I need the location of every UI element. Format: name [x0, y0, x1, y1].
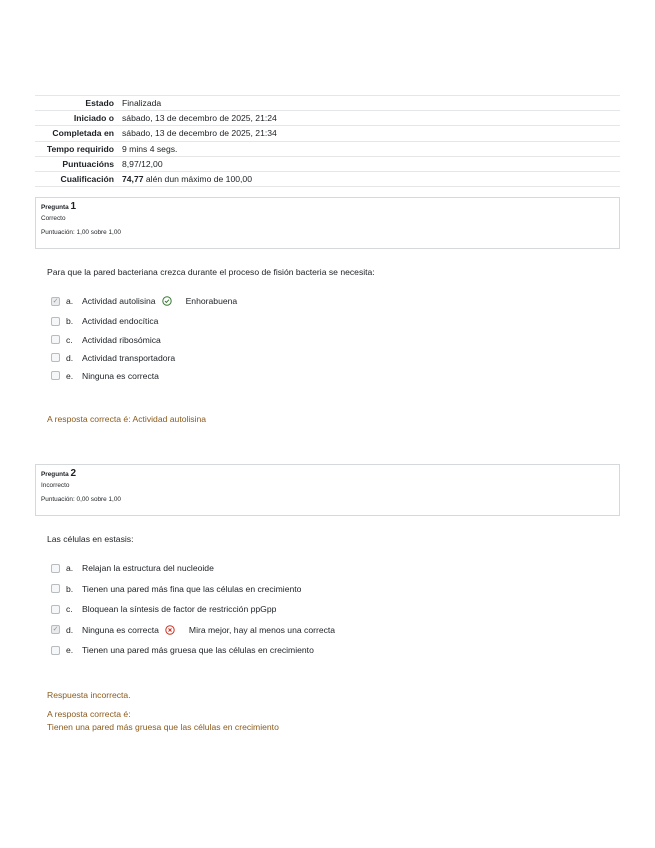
question-number	[41, 202, 614, 213]
summary-row-cualificacion	[35, 171, 620, 186]
answer-option[interactable]	[51, 367, 237, 385]
summary-value: sábado, 13 de decembro de 2025, 21:24	[122, 113, 277, 124]
question-number-value: 1	[70, 201, 77, 212]
summary-row-completada	[35, 126, 620, 141]
summary-row-tempo	[35, 141, 620, 156]
x-circle-icon	[165, 625, 175, 635]
option-letter: a.	[66, 563, 74, 574]
summary-value: 9 mins 4 segs.	[122, 143, 178, 154]
summary-value: sábado, 13 de decembro de 2025, 21:34	[122, 128, 277, 139]
question-number	[41, 469, 614, 480]
checkbox[interactable]	[51, 584, 60, 593]
summary-label: Estado	[85, 98, 114, 109]
summary-row-estado	[35, 96, 620, 111]
option-letter: b.	[66, 316, 74, 326]
option-text: Actividad ribosómica	[82, 334, 161, 345]
summary-value	[122, 171, 620, 186]
summary-label: Tempo requirido	[46, 143, 114, 154]
question-grade: Puntuación: 0,00 sobre 1,00	[41, 496, 121, 504]
option-letter: a.	[66, 296, 74, 307]
option-text: Ninguna es correcta	[82, 624, 159, 635]
answer-option[interactable]	[51, 558, 335, 579]
option-feedback: Mira mejor, hay al menos una correcta	[188, 624, 336, 635]
question-1-right-answer: A resposta correcta é: Actividad autolisina	[47, 414, 207, 424]
question-2-general-feedback: Respuesta incorrecta.	[47, 690, 131, 700]
question-2-text: Las células en estasis:	[47, 534, 134, 544]
option-text: Bloquean la síntesis de factor de restricción ppGpp	[82, 604, 277, 615]
answer-option[interactable]	[51, 620, 335, 641]
option-text: Ninguna es correcta	[82, 370, 159, 381]
question-label: Pregunta	[41, 204, 69, 211]
question-1-info	[35, 197, 620, 249]
question-state: Correcto	[41, 215, 66, 222]
option-text: Actividad autolisina	[82, 296, 156, 307]
summary-label: Iniciado o	[73, 113, 114, 124]
summary-value: Finalizada	[122, 98, 162, 109]
checkbox-checked[interactable]: ✓	[52, 297, 59, 305]
answer-option[interactable]	[51, 579, 335, 600]
question-1-text: Para que la pared bacteriana crezca durante el proceso de fisión bacteria se necesita:	[47, 267, 375, 277]
option-letter: d.	[66, 624, 74, 635]
summary-value: 8,97/12,00	[122, 158, 163, 169]
answer-option[interactable]	[51, 312, 237, 331]
option-text: Tienen una pared más fina que las células en crecimiento	[82, 583, 302, 594]
option-letter: b.	[66, 583, 74, 594]
question-2-right-answer-label: A resposta correcta é:	[47, 709, 131, 719]
question-number-value: 2	[70, 468, 77, 479]
answer-option[interactable]	[51, 291, 237, 312]
option-text: Actividad endocítica	[82, 316, 159, 326]
summary-label: Completada en	[52, 128, 114, 139]
answer-option[interactable]	[51, 331, 237, 349]
option-letter: c.	[66, 604, 73, 615]
question-grade: Puntuación: 1,00 sobre 1,00	[41, 229, 121, 237]
grade-max: alén dun máximo de 100,00	[145, 174, 252, 185]
checkbox[interactable]	[51, 317, 60, 326]
checkbox[interactable]	[51, 646, 60, 655]
checkbox[interactable]	[51, 371, 60, 380]
checkbox[interactable]	[51, 353, 60, 362]
question-2-right-answer-text: Tienen una pared más gruesa que las células en crecimiento	[47, 722, 279, 732]
summary-row-puntuacions	[35, 156, 620, 171]
answer-option[interactable]	[51, 599, 335, 620]
option-feedback: Enhorabuena	[185, 296, 238, 307]
option-text: Tienen una pared más gruesa que las células en crecimiento	[82, 645, 314, 656]
check-circle-icon	[162, 296, 172, 306]
summary-row-iniciado	[35, 111, 620, 126]
question-1-answers	[51, 291, 237, 385]
question-label: Pregunta	[41, 471, 69, 478]
option-letter: c.	[66, 334, 73, 345]
checkbox[interactable]	[51, 335, 60, 344]
answer-option[interactable]	[51, 349, 237, 367]
option-text: Relajan la estructura del nucleoide	[82, 563, 214, 574]
checkbox-checked[interactable]: ✓	[52, 626, 59, 634]
option-text: Actividad transportadora	[82, 352, 176, 363]
question-2-answers	[51, 558, 335, 661]
option-letter: e.	[66, 370, 74, 381]
answer-option[interactable]	[51, 640, 335, 661]
checkbox[interactable]	[51, 605, 60, 614]
summary-label: Cualificación	[60, 174, 114, 185]
checkbox[interactable]	[51, 564, 60, 573]
attempt-summary-table	[35, 95, 620, 187]
summary-label: Puntuacións	[62, 158, 114, 169]
grade-value: 74,77	[122, 174, 144, 185]
question-state: Incorrecto	[41, 482, 70, 489]
question-2-info	[35, 464, 620, 516]
option-letter: e.	[66, 645, 74, 656]
option-letter: d.	[66, 352, 74, 363]
